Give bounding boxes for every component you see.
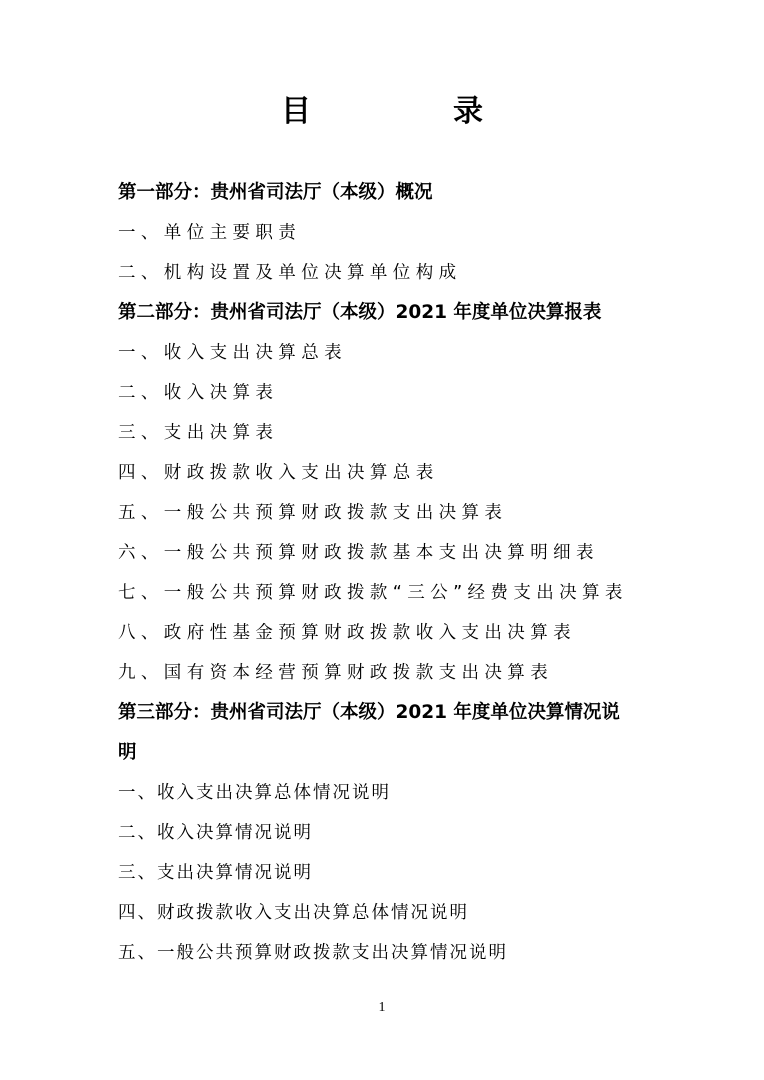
toc-item: 一、单位主要职责 <box>118 223 302 243</box>
toc-item: 三、支出决算表 <box>118 423 279 443</box>
toc-item: 九、国有资本经营预算财政拨款支出决算表 <box>118 663 554 683</box>
toc-item: 四、财政拨款收入支出决算总表 <box>118 463 439 483</box>
toc-item: 三、支出决算情况说明 <box>118 863 313 883</box>
toc-item: 七、一般公共预算财政拨款“三公”经费支出决算表 <box>118 583 628 603</box>
toc-part3-heading: 第三部分：贵州省司法厅（本级）2021 年度单位决算情况说 <box>118 702 620 723</box>
table-of-contents <box>118 173 698 973</box>
toc-part3-heading-continued: 明 <box>118 742 137 763</box>
toc-item: 六、一般公共预算财政拨款基本支出决算明细表 <box>118 543 599 563</box>
page-title: 目 录 <box>281 94 539 129</box>
toc-item: 二、收入决算表 <box>118 383 279 403</box>
toc-part1-heading: 第一部分：贵州省司法厅（本级）概况 <box>118 182 433 203</box>
toc-item: 二、机构设置及单位决算单位构成 <box>118 263 462 283</box>
toc-item: 五、一般公共预算财政拨款支出决算情况说明 <box>118 943 508 963</box>
toc-item: 五、一般公共预算财政拨款支出决算表 <box>118 503 508 523</box>
page-number: 1 <box>378 1000 386 1015</box>
toc-item: 四、财政拨款收入支出决算总体情况说明 <box>118 903 469 923</box>
toc-part2-heading: 第二部分：贵州省司法厅（本级）2021 年度单位决算报表 <box>118 302 602 323</box>
toc-item: 八、政府性基金预算财政拨款收入支出决算表 <box>118 623 576 643</box>
toc-item: 一、收入支出决算总表 <box>118 343 347 363</box>
toc-item: 一、收入支出决算总体情况说明 <box>118 783 391 803</box>
toc-item: 二、收入决算情况说明 <box>118 823 313 843</box>
